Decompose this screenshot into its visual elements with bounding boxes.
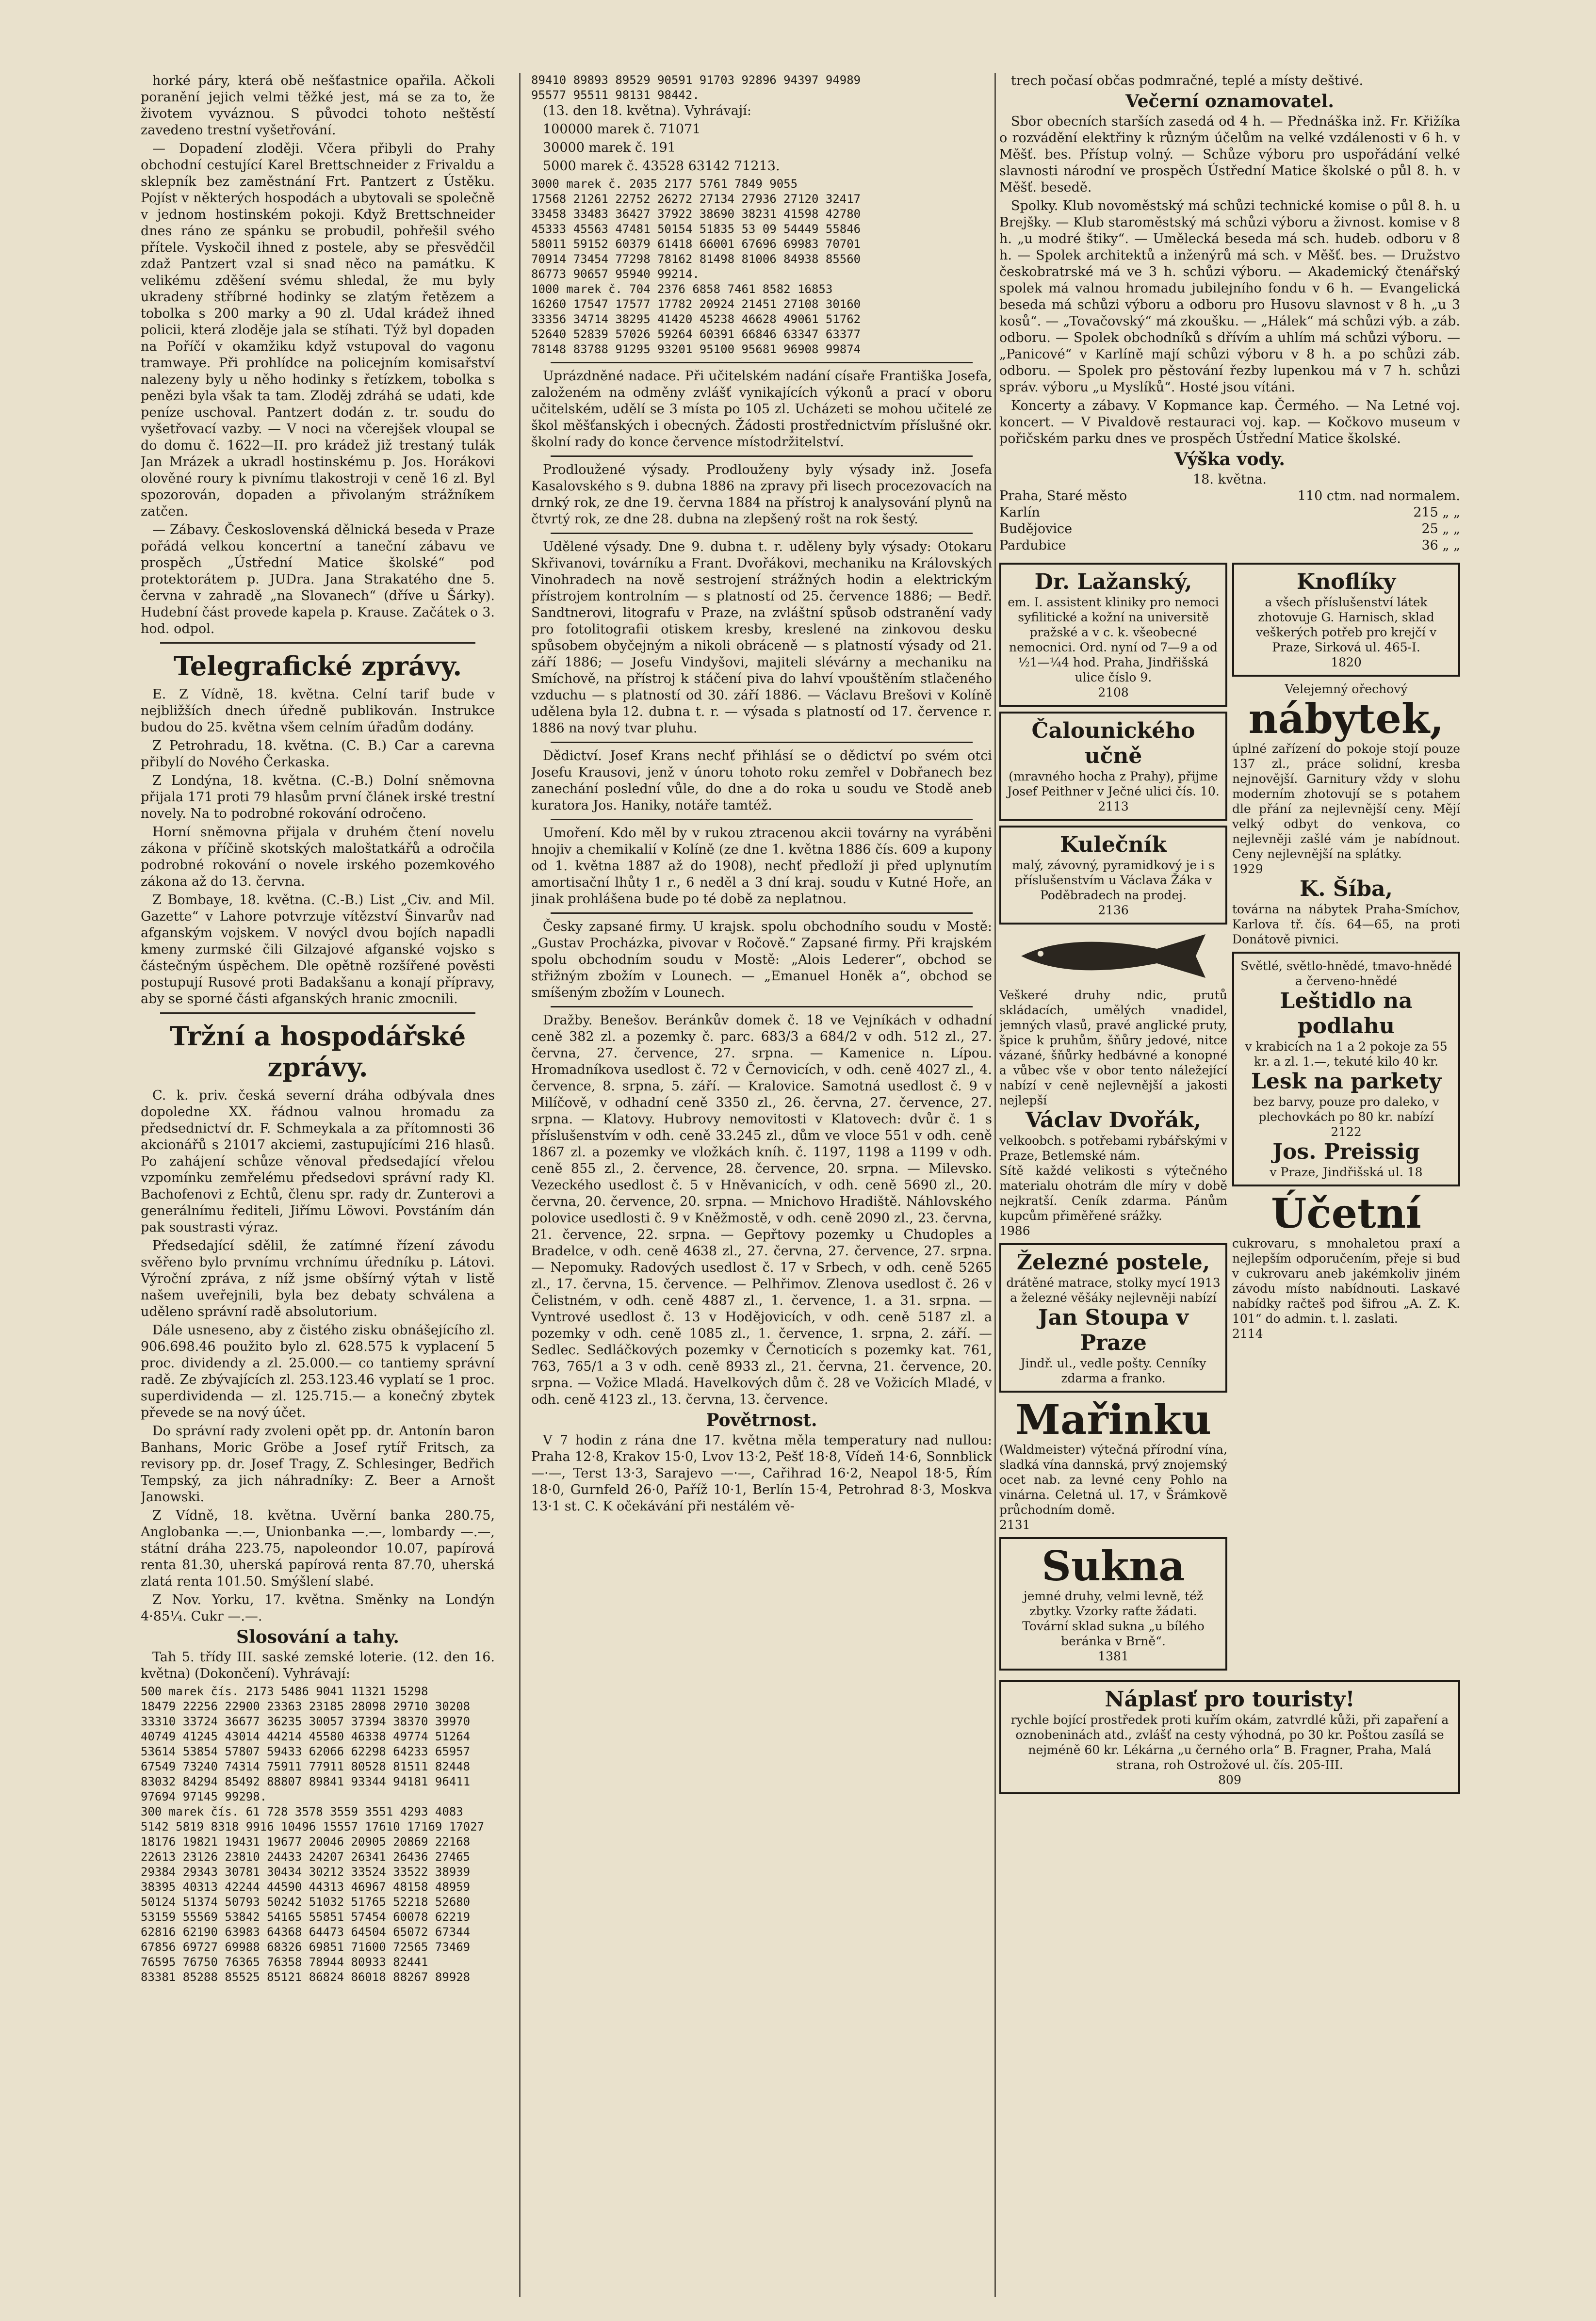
- ad-lazansky-number: 2108: [1098, 685, 1129, 699]
- ad-billiard: [999, 826, 1227, 925]
- ad-fishing-text-2: velkoobch. s potřebami rybářskými v Praze, Betlemské nám.: [999, 1134, 1227, 1163]
- ad-woodruff-text: (Waldmeister) výtečná přírodní vína, sladká vína dannská, prvý znojemský ocet nab. za levné ceny Pohlo na vinárna. Celetná ul. 17, v Šrámkově průchodním domě.: [999, 1443, 1227, 1517]
- ad-woodruff-number: 2131: [999, 1518, 1030, 1532]
- lottery-3000-table: 3000 marek č. 2035 2177 5761 7849 9055 17568 21261 22752 26272 27134 27936 27120 32417 33458 33483 36427 37922 38690 38231 41598 42780 45333 45563 47481 50154 51835 53 09 54449 55846 58011 59152 60379 61418 66001 67696 69983 70701 70914 73454 77298 78162 81498 81006 84938 85560 86773 90657 95940 99214.: [531, 177, 861, 281]
- club-notices: Spolky. Klub novoměstský má schůzi technické komise o půl 8. h. u Brejšky. — Klub staroměstský má schůzi výboru a živnost. komise v 8 h. „u modré štiky“. — Umělecká beseda má sch. hudeb. odboru v 8 h. — Spolek architektů a inženýrů má sch. v Měšť. bes. — Družstvo českobratrské má ve 3 h. schůzi výboru. — Akademický čtenářský spolek má valnou hromadu jubilejního fondu v 6 h. — Evangelická beseda má schůzi výboru a odboru pro Husovu slavnost v 8 h. „u 3 kosů“. — „Tovačovský“ má zkoušku. — „Hálek“ má schůzi výb. a záb. odboru. — Spolek obchodníků s dřívím a uhlím má schůzi výboru. — „Panicové“ v Karlíně mají schůzi výboru v 8 h. a po schůzi záb. odboru. — Spolek pro pěstování řezby lupenkou má v 7 h. schůzi správ. výboru „u Myslíků“. Hosté jsou vítáni.: [999, 198, 1460, 395]
- ad-buttons-text: a všech příslušenství látek zhotovuje G. Harnisch, sklad veškerých potřeb pro krejčí v Praze, Sirková ul. 465-I.: [1255, 595, 1437, 654]
- ad-lazansky-name: Dr. Lažanský,: [1034, 569, 1192, 594]
- article-privileges-granted: Udělené výsady. Dne 9. dubna t. r. uděleny byly výsady: Otokaru Skřivanovi, továrníku a Frant. Dvořákovi, mechaniku na Královských Vinohradech na nově sestrojení strážných hodin a elektrickým přístrojem kontrolním — s platností od 25. července 1886; — Bedř. Sandtnerovi, litografu v Praze, na zvláštní spůsob odstranění vady pro fotolitografii otiskem kresby, kreslené na zinkovou desku spůsobem obyčejným a nikoli obráceně — s platností výsady od 21. září 1886; — Josefu Vindyšovi, majiteli slévárny a mechaniku na Smíchově, na přístroj k stáčení piva do lahví vpouštěním stlačeného vzduchu — s platností od 30. září 1886. — Václavu Brešovi v Kolíně udělena byla 12. dubna t. r. — výsada s platností od 17. července r. 1886 na nový tvar pluhu.: [531, 539, 992, 736]
- ad-lazansky: [999, 563, 1227, 707]
- article-firms: Česky zapsané firmy. U krajsk. spolu obchodního soudu v Mostě: „Gustav Procházka, pivovar v Ročově.“ Zapsané firmy. Při krajském spolu obchodním soudu v Mostě: „Alois Lederer“, obchod se střižným zbožím v Lounech. — „Emanuel Honěk a“, obchod se smíšeným zbožím v Lounech.: [531, 919, 992, 1000]
- ad-plaster: [999, 1680, 1460, 1794]
- column-divider: [519, 73, 521, 2297]
- divider: [551, 455, 973, 457]
- telegram-petersburg: Z Petrohradu, 18. května. (C. B.) Car a carevna přibylí do Nového Čerkaska.: [141, 738, 495, 770]
- ad-furniture-head: Velejemný ořechový: [1285, 682, 1408, 696]
- lottery-1000-table: 1000 marek č. 704 2376 6858 7461 8582 16853 16260 17547 17577 17782 20924 21451 27108 30160 33356 34714 38295 41420 45238 46628 49061 51762 52640 52839 57026 59264 60391 66846 63347 63377 78148 83788 91295 93201 95100 95681 96908 99874: [531, 282, 861, 356]
- divider: [551, 362, 973, 363]
- ad-fishing-text: Veškeré druhy ndic, prutů skládacích, umělých vnadidel, jemných vlasů, pravé anglické pruty, špice k pruhům, šňůry jedové, nitce vázané, šňůrky hedbávné a konopné a vůbec vše v obor tento náležející nabízí v ceně nejlevnější a jakosti nejlepší: [999, 988, 1227, 1107]
- ad-iron-beds: [999, 1243, 1227, 1393]
- ad-cloth-number: 1381: [1098, 1649, 1129, 1663]
- divider: [551, 1006, 973, 1007]
- ad-accountant-title: Účetní: [1271, 1189, 1421, 1237]
- ad-fishing-text-3: Sítě každé velikosti s výtečného materialu ohotrám dle míry v době nejkratší. Ceník zdarma. Pánům kupcům přiměřené srážky.: [999, 1164, 1227, 1223]
- water-heading: Výška vody.: [1174, 449, 1285, 470]
- article-auctions: Dražby. Benešov. Beránkův domek č. 18 ve Vejníkách v odhadní ceně 382 zl. a pozemky č. parc. 683/3 a 684/2 v odh. 512 zl., 27. června, 27. července, 27. srpna. — Kamenice n. Lípou. Hromadníkova usedlost č. 72 v Černovicích, v odh. ceně 4027 zl., 4. července, 8. srpna, 5. září. — Kralovice. Samotná usedlost č. 9 v Milíčově, v odhadní ceně 3350 zl., 26. června, 27. července, 27. srpna. — Klatovy. Hubrovy nemovitosti v Klatovech: dvůr č. 1 s příslušenstvím v odh. ceně 33.245 zl., dům ve vloce 551 v odh. ceně 1867 zl. a pozemky ve vložkách kníh. č. 1197, 1198 a 1199 v odh. ceně 855 zl., 2. července, 28. července, 20. srpna. — Milevsko. Vezeckého usedlost č. 5 v Hněvanicích, v odh. ceně 5690 zl., 20. června, 20. července, 20. srpna. — Mnichovo Hradiště. Náhlovského polovice usedlosti č. 9 v Kněžmostě, v odh. ceně 2090 zl., 23. června, 21. července, 22. srpna. — Gepřtovy pozemky u Chudoples a Bradelce, v odh. ceně 4638 zl., 27. června, 27. července, 27. srpna. — Nepomuky. Radových usedlost č. 17 v Srbech, v odh. ceně 5265 zl., 17. června, 15. července. — Pelhřimov. Zlenova usedlost č. 26 v Čelistném, v odh. ceně 4887 zl., 1. července, 1. a 31. srpna. — Vyntrové usedlost č. 13 v Hodějovicích, v odh. ceně 5187 zl. a pozemky v odh. ceně 1085 zl., 1. července, 1. srpna, 2. září. — Sedlec. Sedláčkových pozemky v Černoticích s pozemky kat. 761, 763, 765/1 a 3 v odh. ceně 8933 zl., 21. června, 21. července, 20. srpna. — Vožice Mladá. Havelkových dům č. 28 ve Vožicích Mladé, v odh. ceně 4123 zl., 13. června, 13. července.: [531, 1013, 992, 1407]
- ad-buttons: [1232, 563, 1460, 677]
- water-place: Praha, Staré město: [999, 488, 1127, 503]
- column-middle: [531, 73, 992, 2297]
- water-date: 18. května.: [1192, 472, 1267, 487]
- ad-buttons-title: Knoflíky: [1296, 569, 1396, 594]
- water-row: [999, 504, 1460, 521]
- ad-fishing-name: Václav Dvořák,: [1025, 1108, 1202, 1133]
- market-railway-2: Předsedající sdělil, že zatímné řízení závodu svěřeno bylo prvnímu vrchnímu úředníku p. Látovi. Výroční zpráva, z níž jsme obšírný výtah v listě našem uveřejnili, byla bez debaty schválena a uděleno správní radě absolutorium.: [141, 1238, 495, 1319]
- divider: [551, 819, 973, 820]
- weather-forecast: trech počasí občas podmračné, teplé a místy deštivé.: [1011, 73, 1364, 88]
- water-place: Budějovice: [999, 521, 1073, 536]
- ad-siba-text: továrna na nábytek Praha-Smíchov, Karlova tř. čís. 64—65, na proti Donátově pivnici.: [1232, 902, 1460, 946]
- ad-parquet-title: Lesk na parkety: [1251, 1069, 1442, 1094]
- divider: [551, 742, 973, 743]
- lottery-win-1: 100000 marek č. 71071: [543, 122, 701, 137]
- article-entertainment: — Zábavy. Československá dělnická beseda v Praze pořádá velkou koncertní a taneční zábavu ve prospěch „Ústřední Matice školské“ pod protektorátem p. JUDra. Jana Strakatého dne 5. června v zahradě „na Slovanech“ (dříve u Šárky). Hudební část provede kapela p. Krause. Začátek o 3. hod. odpol.: [141, 522, 495, 636]
- ad-plaster-text: rychle bojící prostředek proti kuřím okám, zatvrdlé kůži, při zapaření a oznobeninách atd., zvlášť na cesty výhodná, po 30 kr. Poštou zasílá se nejméně 60 kr. Lékárna „u černého orla“ B. Fragner, Praha, Malá strana, roh Ostrožové ul. čís. 205-III.: [1010, 1713, 1449, 1772]
- ad-lazansky-text: em. I. assistent kliniky pro nemoci syfilitické a kožní na universitě pražské a v c. k. všeobecné nemocnici. Ord. nyní od 7—9 a od ½1—¼4 hod. Praha, Jindřišská ulice číslo 9.: [1008, 595, 1219, 684]
- lottery-continuation: 89410 89893 89529 90591 91703 92896 94397 94989 95577 95511 98131 98442.: [531, 73, 861, 102]
- ad-furniture-title: nábytek,: [1248, 695, 1444, 743]
- evening-heading: Večerní oznamovatel.: [1125, 91, 1334, 112]
- article-foundation: Uprázdněné nadace. Při učitelském nadání císaře Františka Josefa, založeném na odměny zvlášť vynikajících výkonů a prací v oboru učitelském, udělí se 3 místa po 105 zl. Ucházeti se mohou učitelé ze škol měšťanských i obecných. Žádosti prostřednictvím příslušné okr. školní rady do konce července místodržitelství.: [531, 369, 992, 450]
- ad-iron-beds-title: Železné postele,: [1016, 1250, 1210, 1275]
- ad-plaster-number: 809: [1218, 1773, 1241, 1787]
- ad-cloth: [999, 1537, 1227, 1671]
- column-divider: [994, 73, 996, 2297]
- lottery-day: (13. den 18. května). Vyhrávají:: [543, 103, 751, 118]
- evening-notices: Sbor obecních starších zasedá od 4 h. — Přednáška inž. Fr. Křižíka o rozvádění elektřiny k různým účelům na velké vzdálenosti v 6 h. v Měšť. bes. Přístup volný. — Schůze výboru pro uspořádání velké slavnosti národní ve prospěch Ústřední Matice školské o půl 8. h. v Měšť. besedě.: [999, 114, 1460, 195]
- ad-cloth-sub: Tovární sklad sukna „u bílého beránka v Brně“.: [1022, 1619, 1205, 1648]
- lottery-win-3: 5000 marek č. 43528 63142 71213.: [543, 159, 780, 174]
- ad-iron-beds-name: Jan Stoupa v Praze: [1038, 1305, 1189, 1355]
- ad-iron-beds-text: drátěné matrace, stolky mycí 1913 a železné věšáky nejlevněji nabízí: [1006, 1276, 1221, 1305]
- market-railway-4: Do správní rady zvoleni opět pp. dr. Antonín baron Banhans, Moric Gröbe a Josef rytíř Fritsch, za revisory pp. dr. Josef Tragy, Z. Schlesinger, Bedřich Tempský, za jich náhradníky: Z. Beer a Arnošt Janowski.: [141, 1424, 495, 1505]
- article-inheritance: Dědictví. Josef Krans nechť přihlásí se o dědictví po svém otci Josefu Krausovi, jenž v únoru tohoto roku zemřel v Dobřanech bez zanechání poslední vůle, do dne a do roka u soudu ve Stodě aneb kuratora Jos. Haniky, notáře tamtéž.: [531, 748, 992, 813]
- ad-buttons-number: 1820: [1331, 655, 1362, 669]
- ad-floor-polish-title: Leštidlo na podlahu: [1280, 989, 1413, 1039]
- market-vienna: Z Vídně, 18. května. Uvěrní banka 280.75, Anglobanka —.—, Unionbanka —.—, lombardy —.—, státní dráha 223.75, napoleondor 10.07, papírová renta 81.30, uherská papírová renta 87.70, uherská zlatá renta 101.50. Smýšlení slabé.: [141, 1508, 495, 1589]
- water-row: [999, 488, 1460, 504]
- water-row: [999, 521, 1460, 537]
- telegram-london: Z Londýna, 18. května. (C.-B.) Dolní sněmovna přijala 171 proti 79 hlasům první článek irské trestní novely. Na to podrobné rokování odročeno.: [141, 773, 495, 821]
- ad-cloth-text: jemné druhy, velmi levně, též zbytky. Vzorky raťte žádati.: [1023, 1589, 1204, 1618]
- ad-preissig-address: v Praze, Jindřišská ul. 18: [1270, 1165, 1423, 1179]
- ad-iron-beds-address: Jindř. ul., vedle pošty. Cenníky zdarma a franko.: [1020, 1356, 1206, 1385]
- lottery-intro: Tah 5. třídy III. saské zemské loterie. (12. den 16. května) (Dokončení). Vyhrávají:: [141, 1650, 495, 1681]
- ad-billiard-text: malý, závovný, pyramidkový je i s příslušenstvím u Václava Žáka v Poděbradech na prodej.: [1012, 858, 1215, 902]
- divider: [160, 1012, 475, 1014]
- ad-preissig-title: Jos. Preissig: [1272, 1139, 1420, 1164]
- lottery-heading: Slosování a tahy.: [236, 1627, 399, 1647]
- ad-upholsterer: [999, 712, 1227, 821]
- water-value: 110 ctm. nad normalem.: [1297, 488, 1460, 503]
- ad-upholsterer-number: 2113: [1098, 799, 1129, 813]
- ad-accountant-number: 2114: [1232, 1327, 1263, 1341]
- market-railway: C. k. priv. česká severní dráha odbývala dnes dopoledne XX. řádnou valnou hromadu za předsednictví dr. F. Schmeykala a za přítomnosti 36 akcionářů s 21017 akciemi, zastupujícími 216 hlasů. Po zahájení schůze věnoval předsedající vřelou vzpomínku zemřelému předsedovi správní rady Kl. Bachofenovi z Echtů, členu spr. rady dr. Zunterovi a generálnímu řediteli, Jiřímu Löwovi. Povstáním dán pak soustrasti výraz.: [141, 1088, 495, 1235]
- fish-illustration: [1011, 929, 1215, 983]
- ad-plaster-title: Náplasť pro touristy!: [1105, 1687, 1355, 1712]
- water-table: [999, 488, 1460, 554]
- article-privileges-extended: Prodloužené výsady. Prodlouženy byly výsady inž. Josefa Kasalovského s 9. dubna 1886 na zpravy při lisech procezovacích na drnký rok, ze dne 19. června 1884 na přístroj k analysování plynů na čtvrtý rok, ze dne 28. dubna na zlepšený rošt na rok šestý.: [531, 462, 992, 527]
- market-railway-3: Dále usneseno, aby z čistého zisku obnášejícího zl. 906.698.46 použito bylo zl. 628.575 k vyplacení 5 proc. dividendy a zl. 25.000.— co tantiemy správní radě. Ze zbývajících zl. 253.123.46 vyplatí se 1 proc. superdividenda — zl. 125.715.— a konečný zbytek převede se na nový účet.: [141, 1323, 495, 1420]
- divider: [551, 912, 973, 914]
- water-value: 25 „ „: [1421, 521, 1460, 536]
- ad-billiard-number: 2136: [1098, 903, 1129, 917]
- ad-parquet-text: bez barvy, pouze pro daleko, v plechovkách po 80 kr. nabízí: [1253, 1095, 1439, 1124]
- telegram-vienna: E. Z Vídně, 18. května. Celní tarif bude v nejbližších dnech úředně publikován. Instrukce budou do 25. května všem celním úřadům dodány.: [141, 687, 495, 735]
- market-newyork: Z Nov. Yorku, 17. května. Směnky na Londýn 4·85¼. Cukr —.—.: [141, 1592, 495, 1624]
- ad-woodruff-title: Mařinku: [1015, 1396, 1211, 1444]
- telegram-bombay: Z Bombaye, 18. května. (C.-B.) List „Civ. and Mil. Gazette“ v Lahore potvrzuje vítězství Šinvarův nad afganským vojskem. V novýcl dvou bojích napadli kmeny zurmské čili Gilzajové afganské vojsko s částečným úspěchem. Dle opětně rozšířené pověsti postupují Rusové proti Badakšanu a konají přípravy, aby se sporné části afganských hranic zmocnili.: [141, 893, 495, 1006]
- ad-siba-title: K. Šíba,: [1300, 876, 1393, 901]
- market-heading: Tržní a hospodářské zprávy.: [169, 1021, 466, 1083]
- lottery-win-2: 30000 marek č. 191: [543, 140, 676, 155]
- ad-furniture-text: úplné zařízení do pokoje stojí pouze 137 zl., práce solidní, kresba nejnovější. Garnitury vždy v slohu moderním zhotovují se s potahem dle přání za nejlevnější ceny. Mějí velký odbyt do venkova, co nejlevněji zašlé vám je nabídnout. Ceny nejlevnější na splátky.: [1232, 742, 1460, 861]
- telegraph-heading: Telegrafické zprávy.: [173, 650, 462, 682]
- article-burn-accident: horké páry, která obě nešťastnice opařila. Ačkoli poranění jejich velmi těžké jest, má se za to, že životem vyváznou. S původci tohoto neštěstí zavedeno trestní vyšetřování.: [141, 73, 495, 138]
- article-weather: V 7 hodin z rána dne 17. května měla temperatury nad nullou: Praha 12·8, Krakov 15·0, Lvov 13·2, Pešť 18·8, Vídeň 14·6, Sonnblick —·—, Terst 13·3, Sarajevo —·—, Cařihrad 16·2, Neapol 18·5, Řím 18·0, Gurnfeld 26·0, Paříž 10·1, Berlín 15·4, Petrohrad 8·3, Moskva 13·1 st. C. K očekávání při nestálém vě-: [531, 1433, 992, 1514]
- column-right: [999, 73, 1460, 2297]
- water-place: Karlín: [999, 505, 1040, 520]
- lottery-500-table: 500 marek čís. 2173 5486 9041 11321 15298 18479 22256 22900 23363 23185 28098 29710 30208 33310 33724 36677 36235 30057 37394 38370 39970 40749 41245 43014 44214 45580 46338 49774 51264 53614 53854 57807 59433 62066 62298 64233 65957 67549 73240 74314 75911 77911 80528 81511 82448 83032 84294 85492 88807 89841 93344 94181 96411 97694 97145 99298.: [141, 1685, 471, 1803]
- water-value: 36 „ „: [1421, 538, 1460, 553]
- ad-accountant-text: cukrovaru, s mnohaletou praxí a nejlepším odporučením, přeje si buď v cukrovaru aneb jakémkoliv jiném závodu místo nabídnouti. Laskavé nabídky račteš pod šifrou „A. Z. K. 101“ do admin. t. l. zaslati.: [1232, 1236, 1460, 1326]
- ad-furniture-number: 1929: [1232, 862, 1263, 876]
- lottery-300-table: 300 marek čís. 61 728 3578 3559 3551 4293 4083 5142 5819 8318 9916 10496 15557 17610 17169 17027 18176 19821 19431 19677 20046 20905 20869 22168 22613 23126 23810 24433 24207 26341 26436 27465 29384 29343 30781 30434 30212 33524 33522 38939 38395 40313 42244 44590 44313 46967 48158 48959 50124 51374 50793 50242 51032 51765 52218 52680 53159 55569 53842 54165 55851 57454 60078 62219 62816 62190 63983 64368 64473 64504 65072 67344 67856 69727 69988 68326 69851 71600 72565 73469 76595 76750 76365 76358 78944 80933 82441 83381 85288 85525 85121 86824 86018 88267 89928: [141, 1805, 485, 1984]
- water-row: [999, 537, 1460, 554]
- ad-row-1: [999, 558, 1460, 1675]
- ad-floor-polish: [1232, 952, 1460, 1186]
- divider: [160, 642, 475, 644]
- article-thieves: — Dopadení zloději. Včera přibyli do Prahy obchodní cestující Karel Brettschneider z Frivaldu a sklepník bez zaměstnání Frt. Pantzert z Ústěku. Pojíst v některých hospodách a ubytovali se společně v jednom hostinském pokoji. Když Brettschneider dnes ráno ze spánku se probudil, pohřešil svého přítele. Vyskočil ihned z postele, aby se přesvědčil zdaž Pantzert vzal si snad něco na památku. K velikému zděšení svému shledal, že mu byly ukradeny stříbrné hodinky se zlatým řetězem a tobolka s 200 marky a 90 zl. Udal krádež ihned policii, která zloděje jala se stíhati. Týž byl dopaden na Poříčí v okamžiku když vstupoval do vagonu tramwaye. Při prohlídce na policejním komisařství nalezeny byly u něho hodinky s řetízkem, tobolka s penězi byla však ta tam. Zloděj zdráhá se udati, kde peníze uschoval. Pantzert dodán z. tr. soudu do vyšetřovací vazby. — V noci na včerejšek vloupal se do domu č. 1622—II. pro krádež již trestaný tulák Jan Mrázek a ukradl hostinskému p. Jos. Horákovi olověné roury k pivnímu tlakostroji v ceně 16 zl. Byl spozorován, dopaden a přivolaným strážníkem zatčen.: [141, 141, 495, 519]
- ad-upholsterer-text: (mravného hocha z Prahy), přijme Josef Peithner v Ječné ulici čís. 10.: [1007, 769, 1220, 798]
- column-left: [141, 73, 495, 2297]
- telegram-london-2: Horní sněmovna přijala v druhém čtení novelu zákona v příčině skotských maloštatkářů a odročila podrobné rokování o novele irského pozemkového zákona až do 13. června.: [141, 825, 495, 889]
- ad-upholsterer-title: Čalounického učně: [1031, 718, 1195, 768]
- water-place: Pardubice: [999, 538, 1066, 553]
- divider: [551, 533, 973, 534]
- ad-billiard-title: Kulečník: [1060, 832, 1167, 857]
- ad-floor-polish-text: v krabicích na 1 a 2 pokoje za 55 kr. a zl. 1.—, tekuté kilo 40 kr.: [1245, 1039, 1448, 1069]
- concert-notices: Koncerty a zábavy. V Kopmance kap. Čermého. — Na Letné voj. koncert. — V Pivaldově restauraci voj. kap. — Kočkovo museum v pořičském parku dnes ve prospěch Ústřední Matice školské.: [999, 398, 1460, 446]
- ad-cloth-title: Sukna: [1042, 1542, 1185, 1590]
- ad-floor-polish-head: Světlé, světlo-hnědé, tmavo-hnědé a červeno-hnědé: [1240, 959, 1452, 988]
- ad-parquet-number: 2122: [1331, 1125, 1362, 1139]
- water-value: 215 „ „: [1413, 505, 1460, 520]
- weather-heading: Povětrnost.: [706, 1410, 817, 1430]
- ad-fishing-number: 1986: [999, 1224, 1030, 1238]
- article-amortisation: Umoření. Kdo měl by v rukou ztracenou akcii továrny na vyráběni hnojiv a chemikalií v Kolíně (ze dne 1. května 1886 čís. 609 a kupony od 1. května 1887 až do 1908), nechť předloží ji před uplynutím amortisační lhůty 1 r., 6 neděl a 3 dní kraj. soudu v Kutné Hoře, an jinak prohlášena bude po té době za neplatnou.: [531, 826, 992, 907]
